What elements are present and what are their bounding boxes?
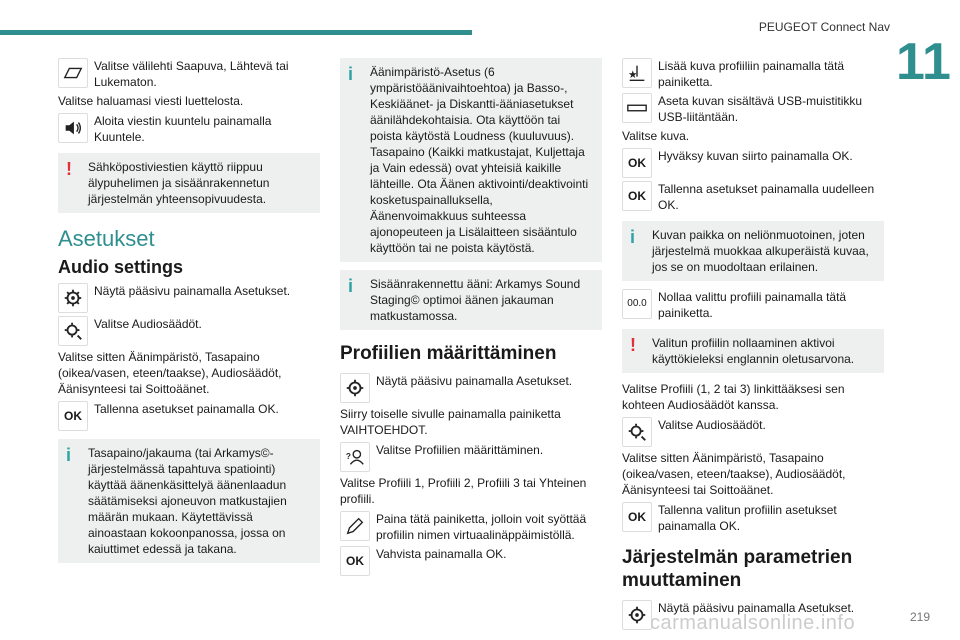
instruction-row [58,401,320,431]
ok-icon: OK [340,546,370,576]
info-note [622,221,884,281]
page-number: 219 [909,610,930,624]
instruction-text: Näytä pääsivu painamalla Asetukset. [658,601,855,615]
instruction-text: Valitse Profiilien määrittäminen. [376,443,544,457]
add-image-icon [622,58,652,88]
instruction-text: Tallenna asetukset painamalla OK. [94,402,279,416]
info-icon: i [66,445,72,465]
instruction-text: Lisää kuva profiiliin painamalla tätä painiketta. [658,59,845,89]
ok-icon: OK [622,181,652,211]
info-note [340,58,602,262]
instruction-text: Vahvista painamalla OK. [376,547,507,561]
gear-icon [340,373,370,403]
info-icon: i [630,227,636,247]
column-1 [58,58,320,571]
paragraph: Valitse sitten Äänimpäristö, Tasapaino (oikea/vasen, eteen/taakse), Audiosäädöt, Äänisynteesi tai Soittoäänet. [58,350,282,396]
paragraph: Valitse haluamasi viesti luettelosta. [58,94,244,108]
pencil-icon [340,511,370,541]
chapter-number: 11 [896,33,951,91]
instruction-text: Tallenna asetukset painamalla uudelleen OK. [658,182,875,212]
note-text: Äänimpäristö-Asetus (6 ympäristöäänivaihtoehtoa) ja Basso-, Keskiäänet- ja Diskantti-ääniasetukset äänilähdekohtaisia. Ota käyttöön tai poista käytöstä Loudness (kuuluvuus). Tasapaino (Kaikki matkustajat, Kuljettaja ja Vain edessä) ovat yhteisiä kaikille lähteille. Ota Äänen aktivointi/deaktivointi kosketuspainalluksella, Äänenvoimakkuus suhteessa ajonopeuteen ja Lisälaitteen sisääntulo käyttöön tai ne poista käytöstä. [370,65,589,255]
instruction-row [340,442,602,472]
section-heading: Profiilien määrittäminen [340,343,557,364]
instruction-text: Näytä pääsivu painamalla Asetukset. [376,374,573,388]
usb-icon [622,93,652,123]
paragraph: Valitse Profiili (1, 2 tai 3) linkittääksesi sen kohteen Audiosäädöt kanssa. [622,382,845,412]
paragraph: Valitse kuva. [622,129,690,143]
ok-icon: OK [622,502,652,532]
top-accent-bar [0,30,472,35]
instruction-text: Aseta kuvan sisältävä USB-muistitikku USB-liitäntään. [658,94,863,124]
info-icon: i [348,276,354,296]
gear-icon [622,600,652,630]
instruction-row [622,93,884,125]
instruction-row [340,511,602,543]
note-text: Kuvan paikka on neliönmuotoinen, joten järjestelmä muokkaa alkuperäistä kuvaa, jos se on muodoltaan erilainen. [652,228,869,274]
instruction-text: Valitse Audiosäädöt. [94,317,202,331]
instruction-row [622,289,884,321]
instruction-row [58,316,320,346]
envelope-tab-icon [58,58,88,88]
svg-text:?: ? [345,451,351,461]
instruction-row [622,58,884,90]
note-text: Sisäänrakennettu ääni: Arkamys Sound Staging© optimoi äänen jakauman matkustamossa. [370,277,581,323]
ok-icon: OK [58,401,88,431]
instruction-text: Valitse Audiosäädöt. [658,418,766,432]
paragraph: Siirry toiselle sivulle painamalla painiketta VAIHTOEHDOT. [340,407,561,437]
instruction-text: Hyväksy kuvan siirto painamalla OK. [658,149,853,163]
instruction-text: Aloita viestin kuuntelu painamalla Kuuntele. [94,114,272,144]
paragraph: Valitse Profiili 1, Profiili 2, Profiili 3 tai Yhteinen profiili. [340,476,587,506]
gear-icon [58,283,88,313]
section-heading: Järjestelmän parametrien muuttaminen [622,547,853,591]
paragraph: Valitse sitten Äänimpäristö, Tasapaino (oikea/vasen, eteen/taakse), Audiosäädöt, Äänisynteesi tai Soittoäänet. [622,451,846,497]
instruction-row [622,148,884,178]
instruction-text: Näytä pääsivu painamalla Asetukset. [94,284,291,298]
instruction-text: Paina tätä painiketta, jolloin voit syöttää profiilin nimen virtuaalinäppäimistöllä. [376,512,587,542]
instruction-text: Nollaa valittu profiili painamalla tätä painiketta. [658,290,847,320]
instruction-row [622,181,884,213]
running-header: PEUGEOT Connect Nav [758,20,890,34]
instruction-row [58,113,320,145]
instruction-row [622,502,884,534]
column-3 [622,58,884,633]
note-text: Valitun profiilin nollaaminen aktivoi käyttökieleksi englannin oletusarvona. [652,336,855,366]
reset-profile-icon: 00.0 [622,289,652,319]
instruction-text: Tallenna valitun profiilin asetukset painamalla OK. [658,503,837,533]
instruction-row [340,373,602,403]
instruction-row [58,58,320,90]
column-2 [340,58,602,579]
ok-icon: OK [622,148,652,178]
instruction-row [340,546,602,576]
watermark: carmanualsonline.info [650,612,856,634]
audio-settings-icon [58,316,88,346]
speaker-icon [58,113,88,143]
instruction-text: Valitse välilehti Saapuva, Lähtevä tai Lukematon. [94,59,289,89]
warning-note [58,153,320,213]
exclamation-icon: ! [66,159,72,179]
instruction-row [58,283,320,313]
audio-settings-icon [622,417,652,447]
note-text: Sähköpostiviestien käyttö riippuu älypuhelimen ja sisäänrakennetun järjestelmän yhteensopivuudesta. [88,160,270,206]
section-heading: Asetukset [58,226,155,251]
subsection-heading: Audio settings [58,257,183,277]
svg-text:★: ★ [628,69,637,80]
exclamation-icon: ! [630,335,636,355]
warning-note [622,329,884,373]
instruction-row [622,417,884,447]
note-text: Tasapaino/jakauma (tai Arkamys©-järjestelmässä tapahtuva spatiointi) käyttää äänenkäsittelyä äänenlaadun säätämiseksi ajoneuvon matkustajien määrän mukaan. Käytettävissä ainoastaan kokoonpanossa, jossa on kaiuttimet edessä ja takana. [88,446,287,556]
profile-icon [340,442,370,472]
info-icon: i [348,64,354,84]
info-note [340,270,602,330]
info-note [58,439,320,563]
